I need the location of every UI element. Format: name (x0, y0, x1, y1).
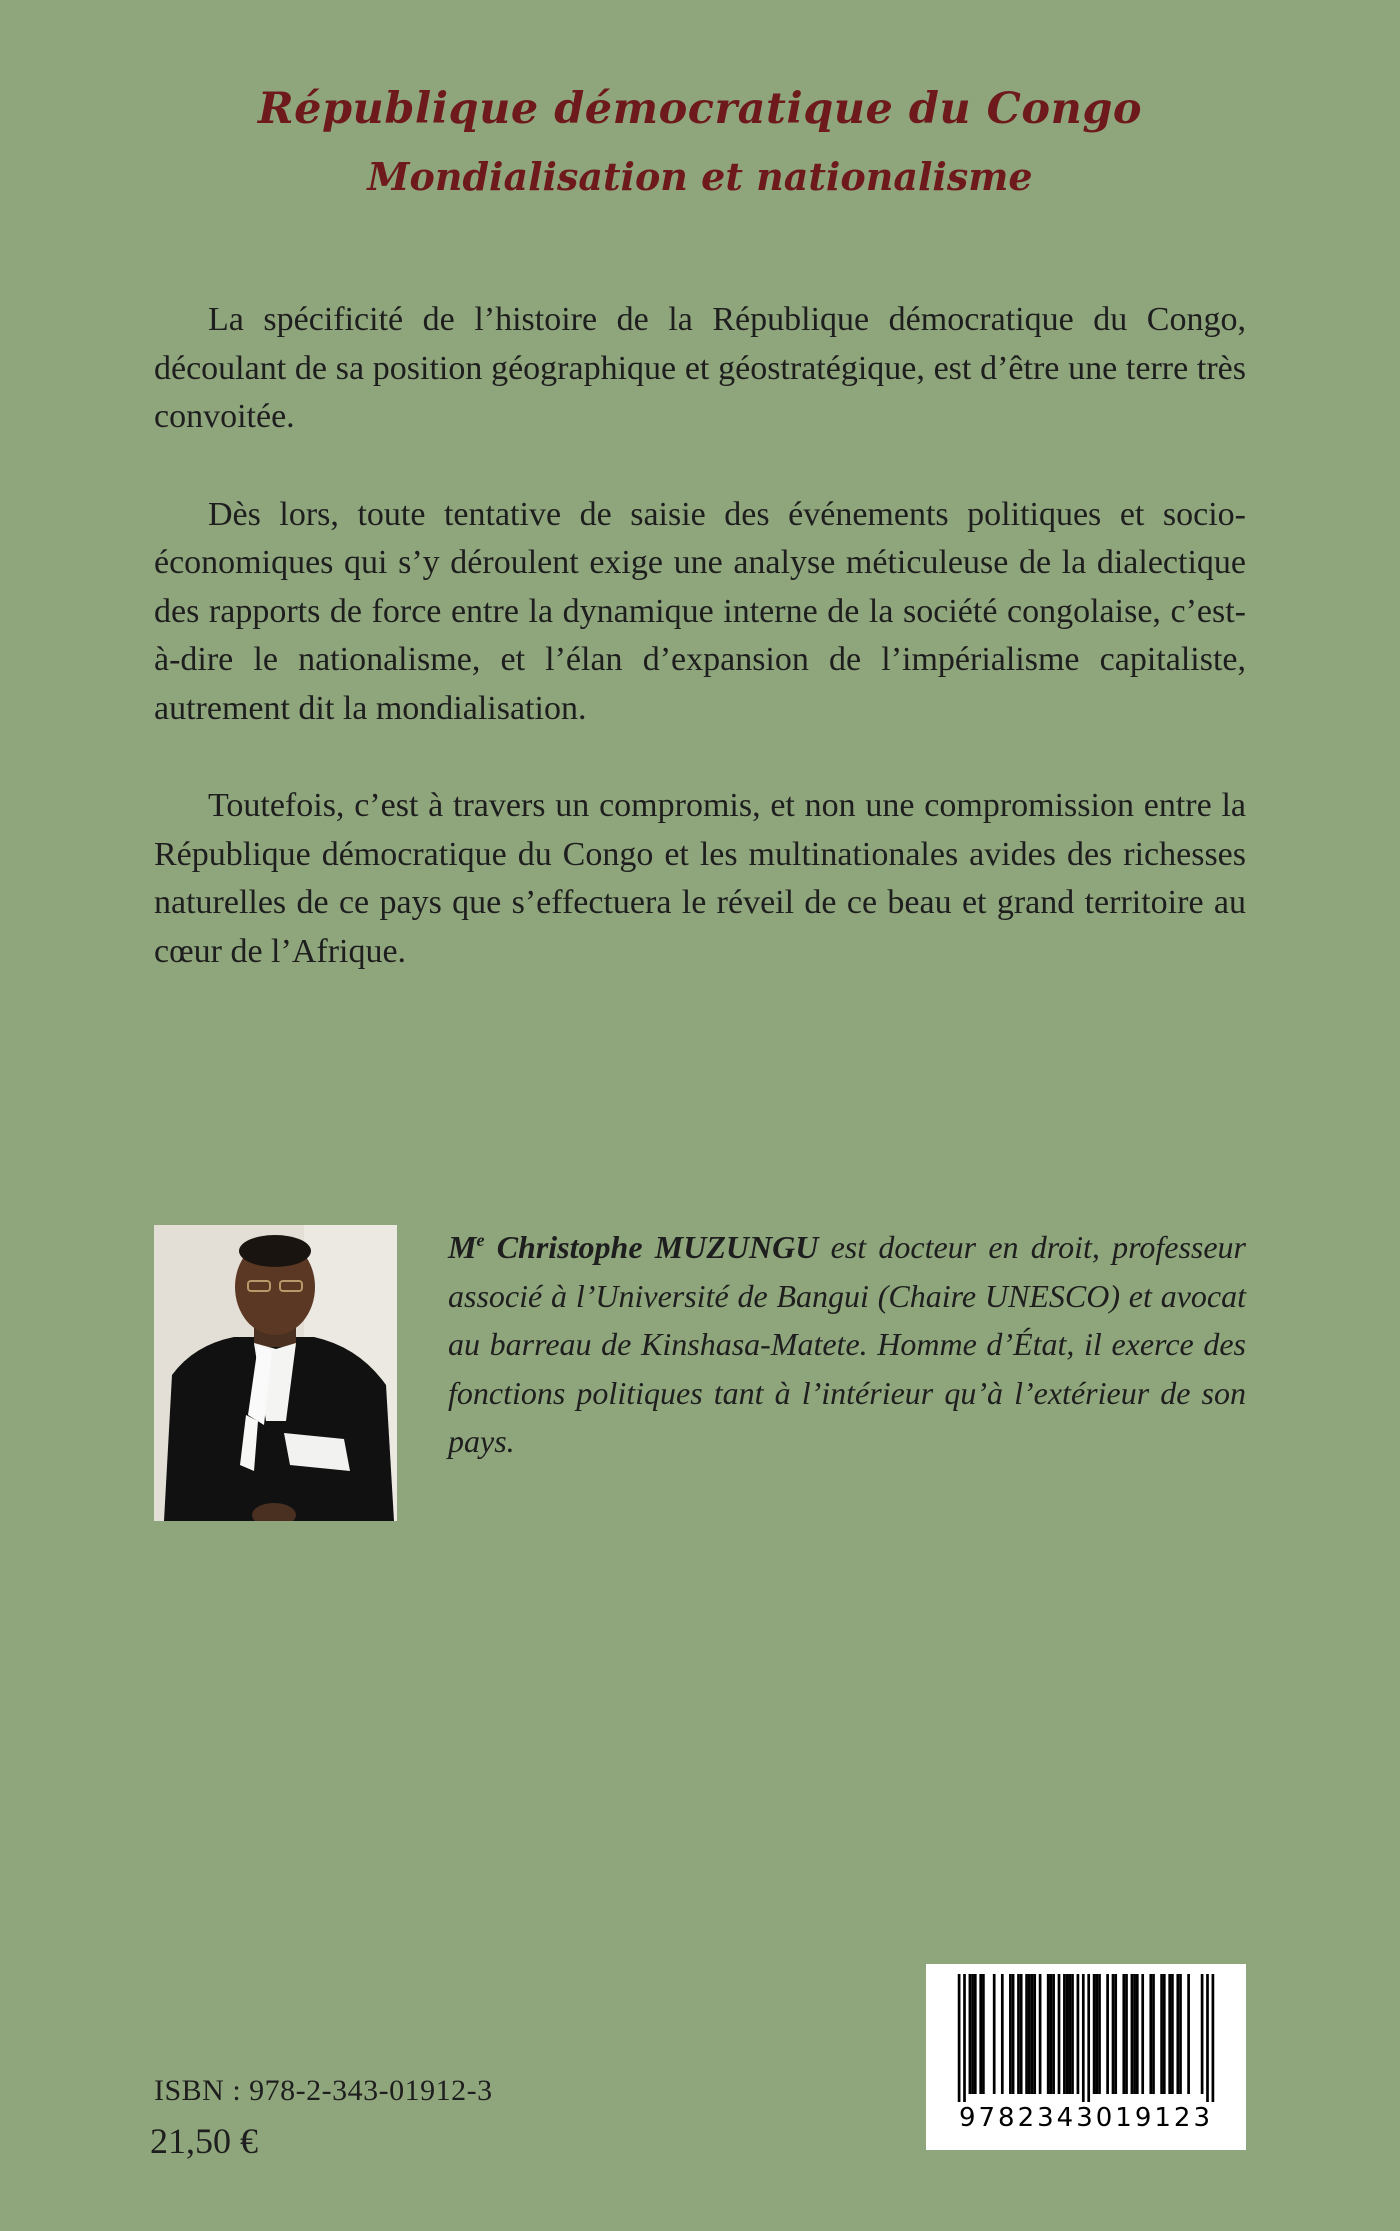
barcode-bar (1098, 1974, 1101, 2094)
barcode-bar (1122, 1974, 1125, 2094)
barcode-bar (1171, 1974, 1174, 2094)
barcode-bar (963, 1974, 966, 2102)
author-bio-text: est docteur en droit, professeur associé à l’Université de Bangui (Chaire UNESCO) et avocat au barreau de Kinshasa-Matete. Homme d’État, il exerce des fonctions politiques tant à l’intérieur qu’à l’extérieur de son pays. (448, 1229, 1247, 1459)
barcode-bar (1093, 1974, 1096, 2094)
author-name: Me Christophe MUZUNGU (448, 1229, 819, 1265)
summary-paragraph: Dès lors, toute tentative de saisie des événements politiques et socio-économiques qui s’y déroulent exige une analyse méticuleuse de la dialectique des rapports de force entre la dynamique interne de la société congolaise, c’est-à-dire le nationalisme, et l’élan d’expansion de l’impérialisme capitaliste, autrement dit la mondialisation. (154, 495, 1246, 727)
barcode-bar (1012, 1974, 1015, 2094)
barcode-bar (1176, 1974, 1179, 2094)
barcode-bar (1106, 1974, 1109, 2094)
barcode-bar (1039, 1974, 1042, 2094)
barcode-bar (1133, 1974, 1136, 2094)
barcode-bar (1020, 1974, 1023, 2094)
barcode-bar (1179, 1974, 1182, 2094)
barcode-bar (1131, 1974, 1134, 2094)
barcode (926, 1964, 1246, 2150)
summary-paragraph: Toutefois, c’est à travers un compromis, et non une compromission entre la République démocratique du Congo et les multinationales avides des richesses naturelles de ce pays que s’effectuera le réveil de ce beau et grand territoire au cœur de l’Afrique. (154, 787, 1246, 970)
barcode-bar (1033, 1974, 1036, 2094)
barcode-bar (1058, 1974, 1061, 2094)
barcode-bar (1017, 1974, 1020, 2094)
barcode-bar (993, 1974, 996, 2094)
barcode-bar (1168, 1974, 1171, 2094)
barcode-bar (1087, 1974, 1090, 2102)
barcode-bar (1149, 1974, 1152, 2094)
barcode-bar (1095, 1974, 1098, 2094)
barcode-bar (1125, 1974, 1128, 2094)
author-bio (448, 1216, 1246, 1466)
barcode-bar (1047, 1974, 1050, 2094)
barcode-bar (971, 1974, 974, 2094)
price: 21,50 € (150, 2121, 258, 2161)
summary-paragraph: La spécificité de l’histoire de la République démocratique du Congo, découlant de sa position géographique et géostratégique, est d’être une terre très convoitée. (154, 301, 1246, 435)
barcode-bar (1112, 1974, 1115, 2094)
barcode-bars (926, 1964, 1246, 2104)
barcode-bar (974, 1974, 977, 2094)
barcode-bar (1071, 1974, 1074, 2094)
summary-text (154, 296, 1246, 1025)
barcode-bar (1206, 1974, 1209, 2102)
barcode-bar (1068, 1974, 1071, 2094)
book-subtitle: Mondialisation et nationalisme (367, 154, 1033, 199)
barcode-bar (1063, 1974, 1066, 2094)
barcode-bar (982, 1974, 985, 2094)
barcode-bar (1001, 1974, 1004, 2094)
barcode-bar (1031, 1974, 1034, 2094)
barcode-bar (1201, 1974, 1204, 2094)
barcode-bar (1187, 1974, 1190, 2094)
author-photo (154, 1225, 397, 1521)
barcode-bar (1152, 1974, 1155, 2094)
barcode-bar (1114, 1974, 1117, 2094)
barcode-digits: 9782343019123 (958, 2103, 1214, 2133)
barcode-bar (1082, 1974, 1085, 2102)
barcode-bar (1066, 1974, 1069, 2094)
barcode-bar (1009, 1974, 1012, 2094)
barcode-bar (979, 1974, 982, 2094)
barcode-bar (969, 1974, 972, 2094)
barcode-bar (1077, 1974, 1080, 2094)
barcode-bar (1141, 1974, 1144, 2094)
isbn: ISBN : 978-2-343-01912-3 (154, 2074, 493, 2107)
barcode-bar (1025, 1974, 1028, 2094)
barcode-bar (958, 1974, 961, 2102)
barcode-bar (1160, 1974, 1163, 2094)
author-portrait-image (154, 1225, 397, 1521)
book-title: République démocratique du Congo (257, 84, 1143, 134)
barcode-bar (1028, 1974, 1031, 2094)
barcode-bar (1136, 1974, 1139, 2094)
barcode-bar (1212, 1974, 1215, 2102)
barcode-bar (1052, 1974, 1055, 2094)
barcode-bar (1050, 1974, 1053, 2094)
barcode-bar (1163, 1974, 1166, 2094)
